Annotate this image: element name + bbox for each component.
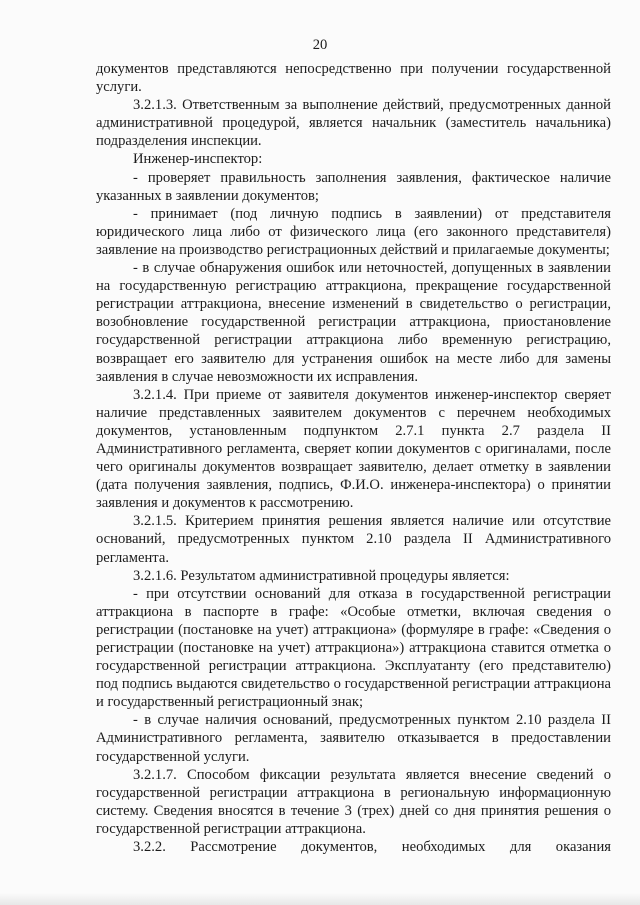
paragraph-accepts-application: - принимает (под личную подпись в заявлении) от представителя юридического лица либо от физического лица (его законного представителя) заявление на производство регистрационных действий и прилагаемые документы;	[96, 205, 611, 258]
paragraph-grounds-refusal: - в случае наличия оснований, предусмотренных пунктом 2.10 раздела II Административного регламента, заявителю отказывается в предоставлении государственной услуги.	[96, 712, 611, 765]
paragraph-3-2-1-6: 3.2.1.6. Результатом административной процедуры является:	[133, 567, 510, 584]
paragraph-3-2-1-3: 3.2.1.3. Ответственным за выполнение действий, предусмотренных данной административной процедурой, является начальник (заместитель начальника) подразделения инспекции.	[96, 97, 611, 150]
paragraph-3-2-1-4: 3.2.1.4. При приеме от заявителя документов инженер-инспектор сверяет наличие представленных заявителем документов с перечнем необходимых документов, установленным подпунктом 2.7.1 пункта 2.7 раздела II Административного регламента, сверяет копии документов с оригиналами, после чего оригиналы документов возвращает заявителю, делает отметку в заявлении (дата получения заявления, подпись, Ф.И.О. инженера-инспектора) о принятии заявления и документов к рассмотрению.	[96, 386, 611, 512]
paragraph-checks-application: - проверяет правильность заполнения заявления, фактическое наличие указанных в заявлении документов;	[96, 169, 611, 204]
document-body	[96, 60, 611, 856]
paragraph-continuation: документов представляются непосредственно при получении государственной услуги.	[96, 61, 611, 96]
paragraph-3-2-1-5: 3.2.1.5. Критерием принятия решения является наличие или отсутствие оснований, предусмотренных пунктом 2.10 раздела II Административного регламента.	[96, 513, 611, 566]
paragraph-errors-return: - в случае обнаружения ошибок или неточностей, допущенных в заявлении на государственную регистрацию аттракциона, прекращение государственной регистрации аттракциона, внесение изменений в свидетельство о регистрации, возобновление государственной регистрации аттракциона, приостановление государственной регистрации аттракциона либо временную регистрацию, возвращает его заявителю для устранения ошибок на месте либо для замены заявления в случае невозможности их исправления.	[96, 260, 611, 385]
page-bottom-edge	[0, 893, 640, 905]
page-number: 20	[312, 37, 328, 53]
paragraph-3-2-1-7: 3.2.1.7. Способом фиксации результата является внесение сведений о государственной регистрации аттракциона в региональную информационную систему. Сведения вносятся в течение 3 (трех) дней со дня принятия решения о государственной регистрации аттракциона.	[96, 766, 611, 837]
paragraph-inspector-heading: Инженер-инспектор:	[133, 151, 263, 168]
paragraph-no-grounds-registration: - при отсутствии оснований для отказа в государственной регистрации аттракциона в паспорте в графе: «Особые отметки, включая сведения о регистрации (постановке на учет) аттракциона» (формуляре в графе: «Сведения о регистрации (постановке на учет) аттракциона») аттракциона ставится отметка о государственной регистрации аттракциона. Эксплуатанту (его представителю) под подпись выдаются свидетельство о государственной регистрации аттракциона и государственный регистрационный знак;	[96, 585, 611, 711]
paragraph-3-2-2: 3.2.2. Рассмотрение документов, необходимых для оказания	[133, 839, 611, 856]
